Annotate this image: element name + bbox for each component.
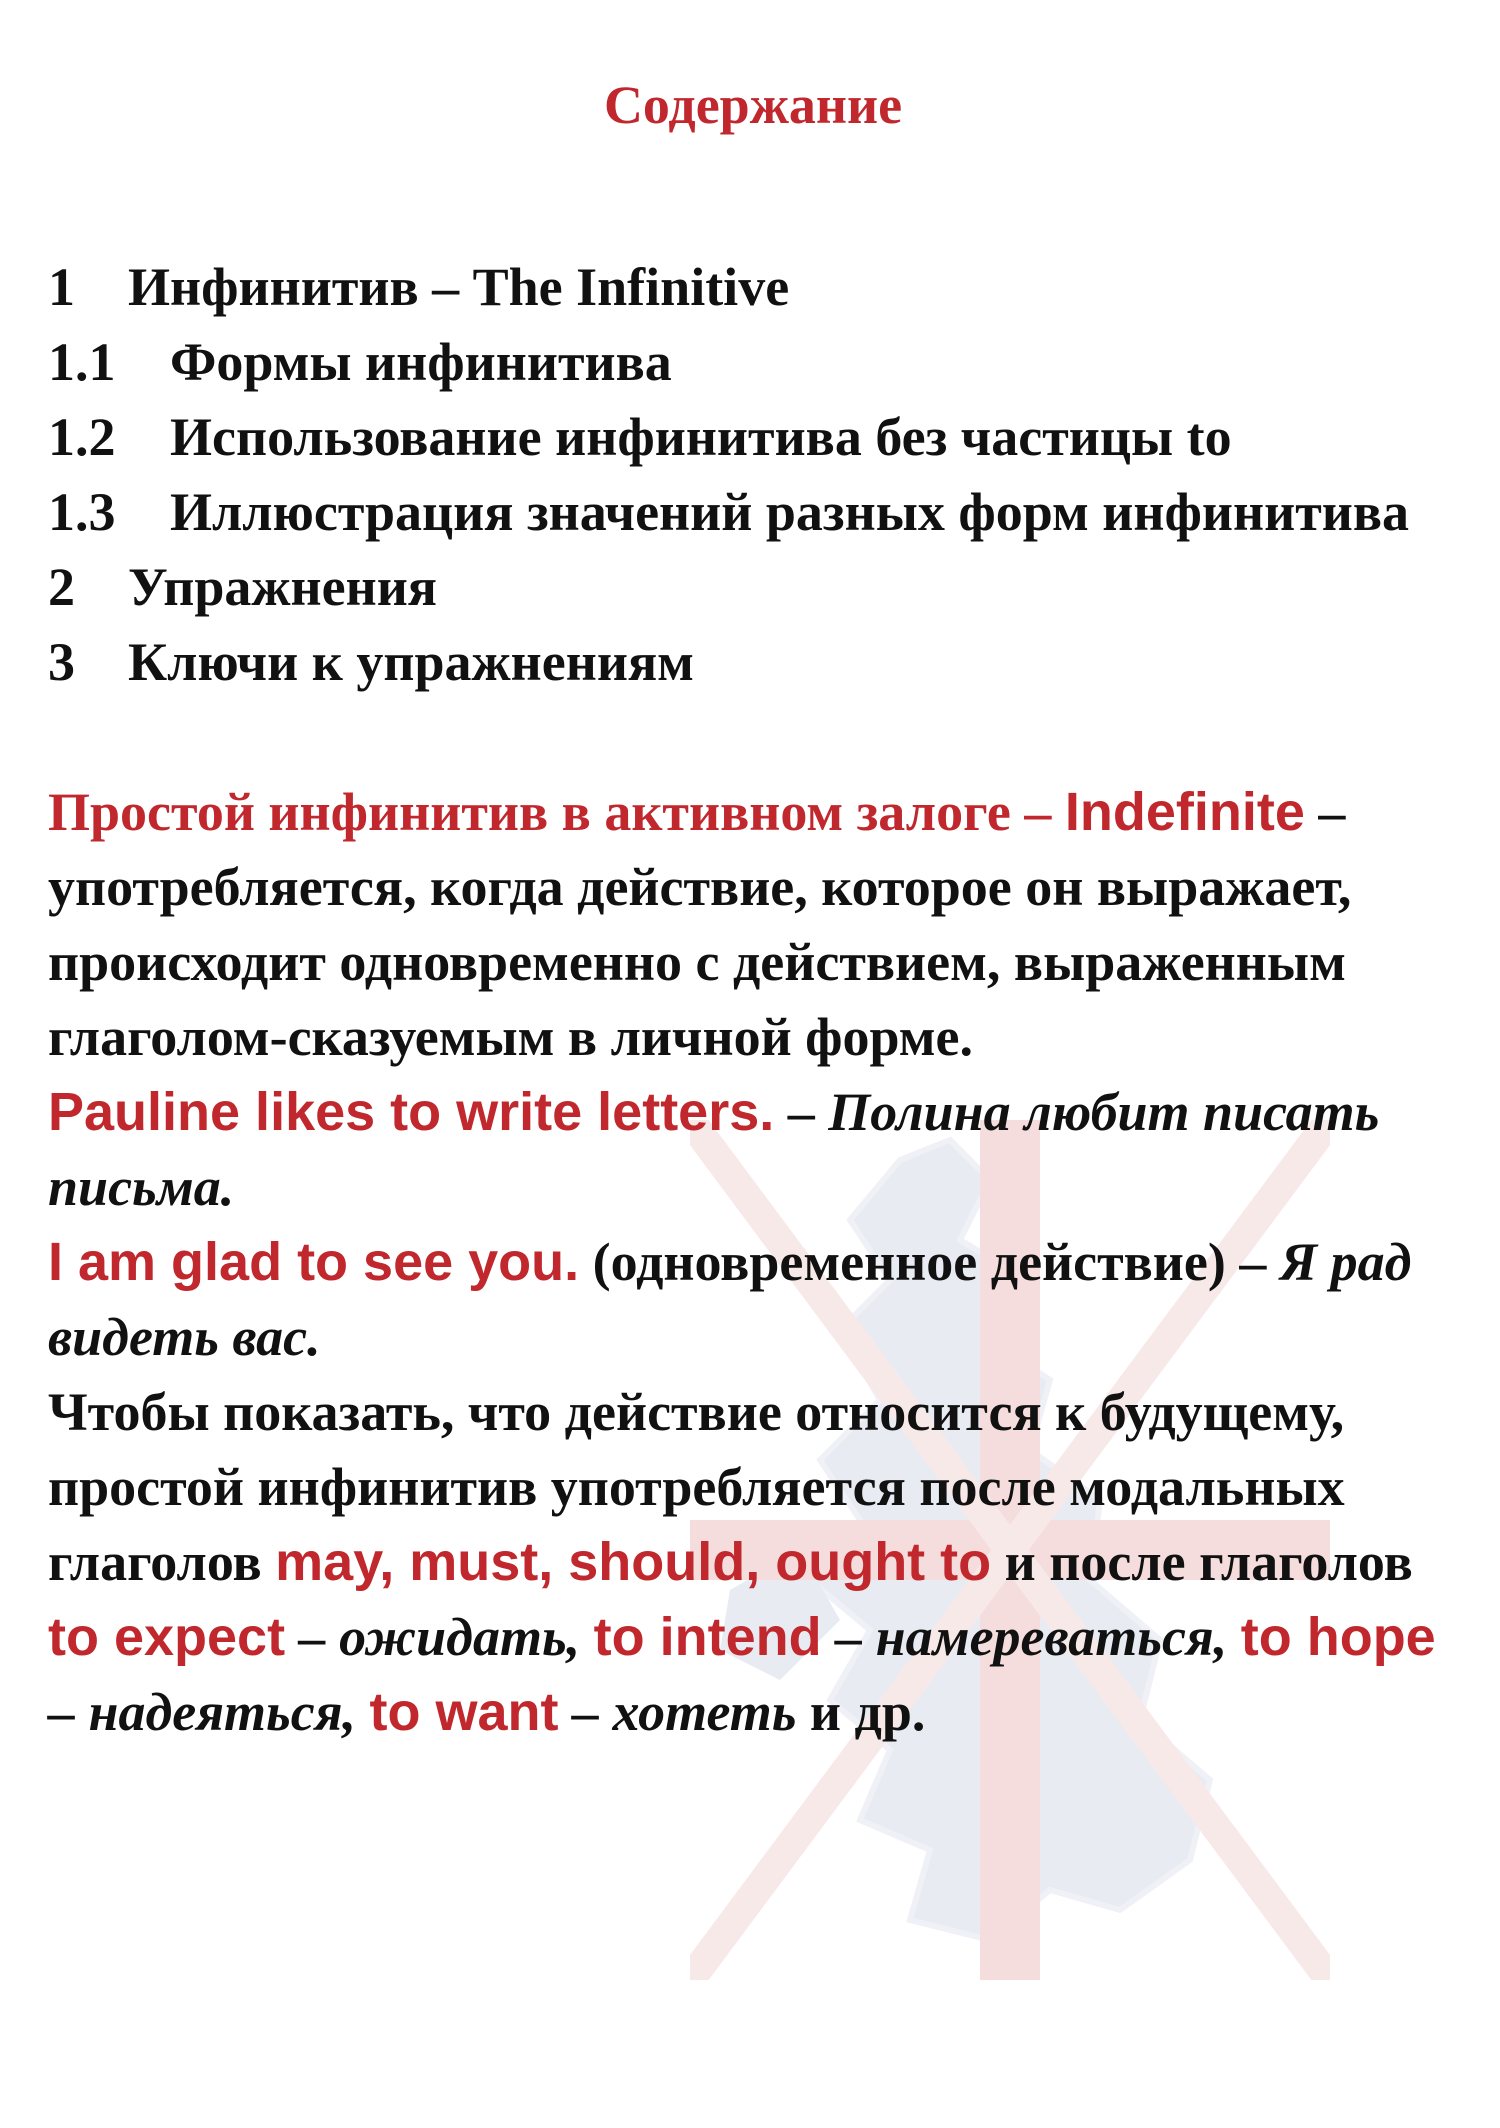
verb-to-hope: to hope: [1240, 1607, 1436, 1667]
toc-label: Ключи к упражнениям: [128, 632, 694, 692]
page-title: Содержание: [603, 75, 903, 135]
toc-number: 1: [48, 257, 75, 317]
verb-to-want: to want: [369, 1682, 559, 1742]
modal-verbs: may, must, should, ought to: [275, 1532, 992, 1592]
future-text: Чтобы показать, что действие относится к будущему, простой инфинитив употребляется после модальных глаголов: [48, 1382, 1345, 1592]
definition-text: – употребляется, когда действие, которое он выражает, происходит одновременно с действием, выраженным глаголом-сказуемым в личной форме.: [48, 782, 1352, 1067]
toc-item: [48, 250, 1458, 325]
example-1-russian: Полина любит писать письма.: [48, 1082, 1380, 1217]
toc-number: 1.1: [48, 332, 116, 392]
toc-label: Иллюстрация значений разных форм инфинитива: [170, 482, 1409, 542]
toc-number: 1.2: [48, 407, 116, 467]
toc-label: Формы инфинитива: [170, 332, 672, 392]
example-1-english: Pauline likes to write letters.: [48, 1082, 775, 1142]
example-1-dash: –: [787, 1082, 815, 1142]
toc-item: [48, 400, 1458, 475]
document-page: [48, 70, 1458, 1750]
example-2-english: I am glad to see you.: [48, 1232, 580, 1292]
term-indefinite: Indefinite: [1064, 782, 1305, 842]
toc-item: [48, 475, 1458, 550]
section-heading: Простой инфинитив в активном залоге –: [48, 782, 1052, 842]
after-verbs-text: и после глаголов: [1004, 1532, 1413, 1592]
example-2-russian: Я рад видеть вас.: [48, 1232, 1412, 1367]
toc-item: [48, 625, 1458, 700]
infinitive-section: [48, 775, 1458, 1750]
toc-label: Использование инфинитива без частицы to: [170, 407, 1232, 467]
verb-to-intend: to intend: [593, 1607, 822, 1667]
example-2-note: (одновременное действие) –: [592, 1232, 1267, 1292]
toc-label: Упражнения: [128, 557, 438, 617]
toc-item: [48, 325, 1458, 400]
toc-number: 1.3: [48, 482, 116, 542]
example-2: [48, 1225, 1458, 1375]
verb-to-expect-translation: – ожидать,: [298, 1607, 581, 1667]
ending-text: и др.: [809, 1682, 926, 1742]
toc-item: [48, 550, 1458, 625]
verb-to-want-translation: – хотеть: [572, 1682, 797, 1742]
verb-to-expect: to expect: [48, 1607, 286, 1667]
definition-paragraph: [48, 775, 1458, 1075]
table-of-contents: [48, 250, 1458, 700]
verb-to-hope-translation: – надеяться,: [48, 1682, 357, 1742]
toc-label: Инфинитив – The Infinitive: [128, 257, 790, 317]
toc-number: 2: [48, 557, 75, 617]
example-1: [48, 1075, 1458, 1225]
future-paragraph: [48, 1375, 1458, 1750]
toc-number: 3: [48, 632, 75, 692]
verb-to-intend-translation: – намереваться,: [835, 1607, 1228, 1667]
